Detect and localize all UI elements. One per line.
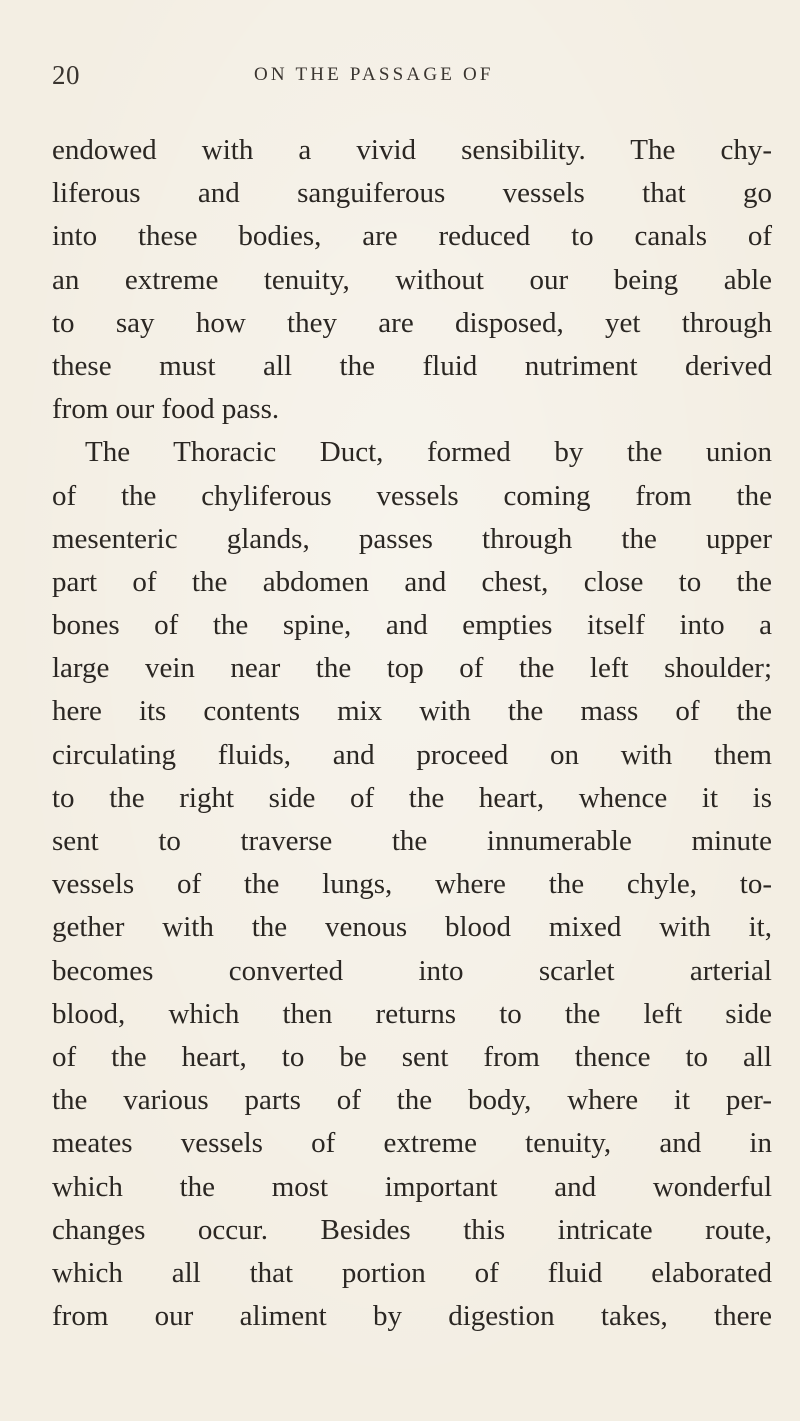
paragraph-start-line: The Thoracic Duct, formed by the union — [85, 436, 772, 469]
page-number: 20 — [52, 60, 80, 90]
text-line: here its contents mix with the mass of the — [52, 695, 772, 728]
text-line: sent to traverse the innumerable minute — [52, 825, 772, 857]
text-line: to say how they are disposed, yet through — [52, 306, 772, 339]
text-line: the various parts of the body, where it per- — [52, 1084, 772, 1117]
text-line: becomes converted into scarlet arterial — [52, 954, 772, 987]
text-line: large vein near the top of the left shoulder; — [52, 652, 772, 685]
page-header — [52, 60, 752, 100]
text-line: into these bodies, are reduced to canals of — [52, 220, 772, 253]
text-line: gether with the venous blood mixed with it, — [52, 911, 772, 944]
text-line: blood, which then returns to the left side — [52, 997, 772, 1030]
text-line: endowed with a vivid sensibility. The chy- — [52, 134, 772, 166]
text-line: from our food pass. — [52, 393, 280, 426]
text-line: of the chyliferous vessels coming from the — [52, 479, 772, 512]
text-line: from our aliment by digestion takes, there — [52, 1300, 772, 1333]
text-line: liferous and sanguiferous vessels that go — [52, 177, 772, 210]
body-text — [52, 129, 772, 1338]
text-line: an extreme tenuity, without our being able — [52, 263, 772, 296]
text-line: changes occur. Besides this intricate route, — [52, 1213, 772, 1246]
running-head: ON THE PASSAGE OF — [254, 64, 494, 85]
text-line: meates vessels of extreme tenuity, and in — [52, 1127, 772, 1160]
text-line: which all that portion of fluid elaborated — [52, 1256, 772, 1289]
text-line: circulating fluids, and proceed on with them — [52, 738, 772, 771]
text-line: to the right side of the heart, whence it is — [52, 781, 772, 814]
text-line: which the most important and wonderful — [52, 1170, 772, 1203]
text-line: mesenteric glands, passes through the upper — [52, 522, 772, 555]
text-line: these must all the fluid nutriment derived — [52, 349, 772, 382]
text-line: bones of the spine, and empties itself into a — [52, 609, 772, 642]
text-line: part of the abdomen and chest, close to the — [52, 565, 772, 598]
text-line: vessels of the lungs, where the chyle, to- — [52, 868, 772, 901]
text-line: of the heart, to be sent from thence to all — [52, 1040, 772, 1073]
